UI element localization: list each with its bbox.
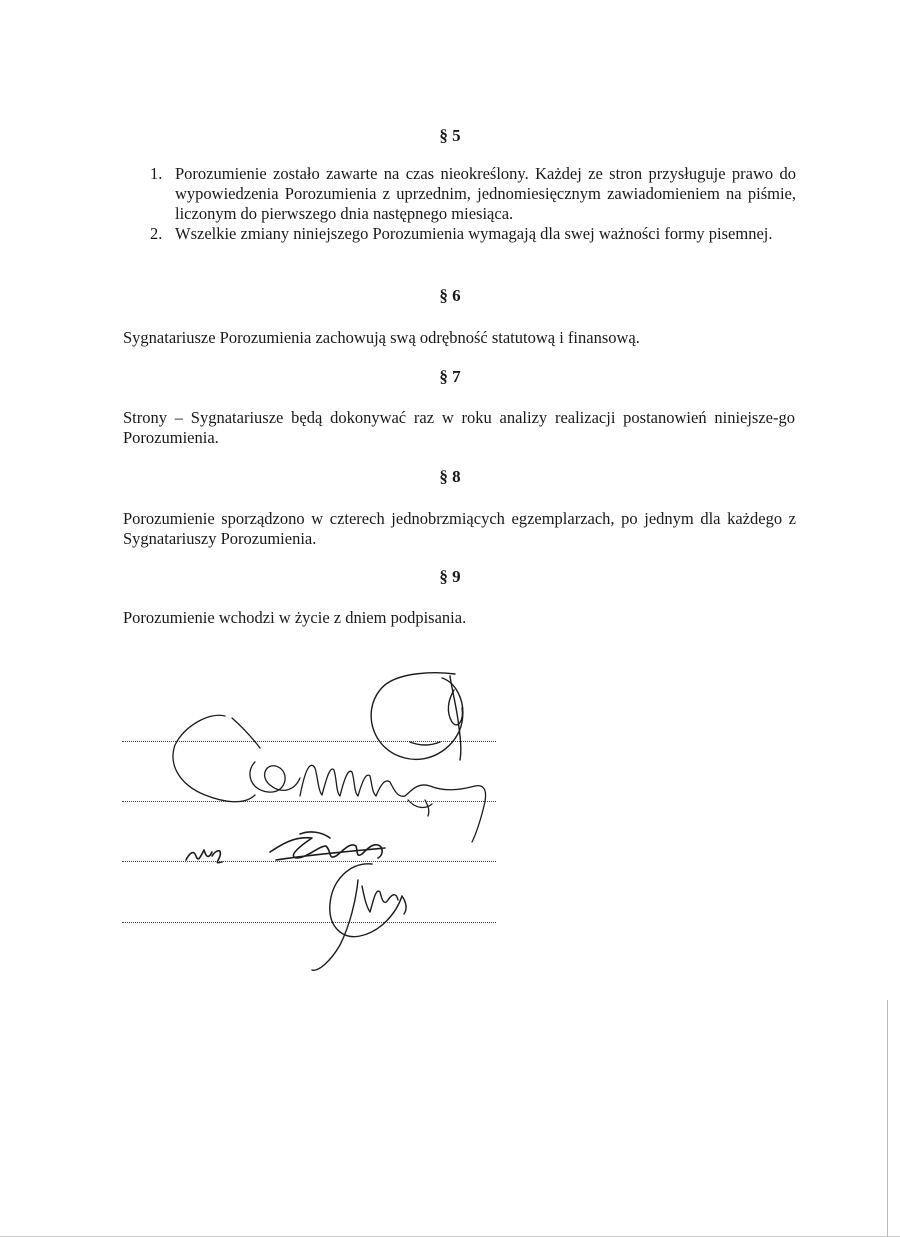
scan-edge-mark <box>887 1000 888 1237</box>
signature-3 <box>186 832 385 863</box>
section-7-body: Strony – Sygnatariusze będą dokonywać raz w roku analizy realizacji postanowień niniejsze-go Porozumienia. <box>123 408 795 447</box>
item-text: Wszelkie zmiany niniejszego Porozumienia wymagają dla swej ważności formy pisemnej. <box>175 224 773 243</box>
section-7-heading: § 7 <box>439 367 461 386</box>
section-8-body: Porozumienie sporządzono w czterech jednobrzmiących egzemplarzach, po jednym dla każdego z Sygnatariuszy Porozumienia. <box>123 509 796 548</box>
section-9-body: Porozumienie wchodzi w życie z dniem podpisania. <box>123 608 467 627</box>
section-6-heading: § 6 <box>439 286 461 305</box>
section-6-body: Sygnatariusze Porozumienia zachowują swą odrębność statutową i finansową. <box>123 328 640 347</box>
signature-2 <box>173 715 486 842</box>
section-9-heading: § 9 <box>439 567 461 586</box>
section-5-heading: § 5 <box>439 126 461 145</box>
section-8-heading: § 8 <box>439 467 461 486</box>
item-number: 2. <box>150 224 163 243</box>
signature-4 <box>312 864 406 970</box>
signature-1 <box>371 673 463 760</box>
item-number: 1. <box>150 164 163 183</box>
item-text: Porozumienie zostało zawarte na czas nieokreślony. Każdej ze stron przysługuje prawo do wypowiedzenia Porozumienia z uprzednim, jednomiesięcznym zawiadomieniem na piśmie, liczonym do pierwszego dnia następnego miesiąca. <box>175 164 796 223</box>
